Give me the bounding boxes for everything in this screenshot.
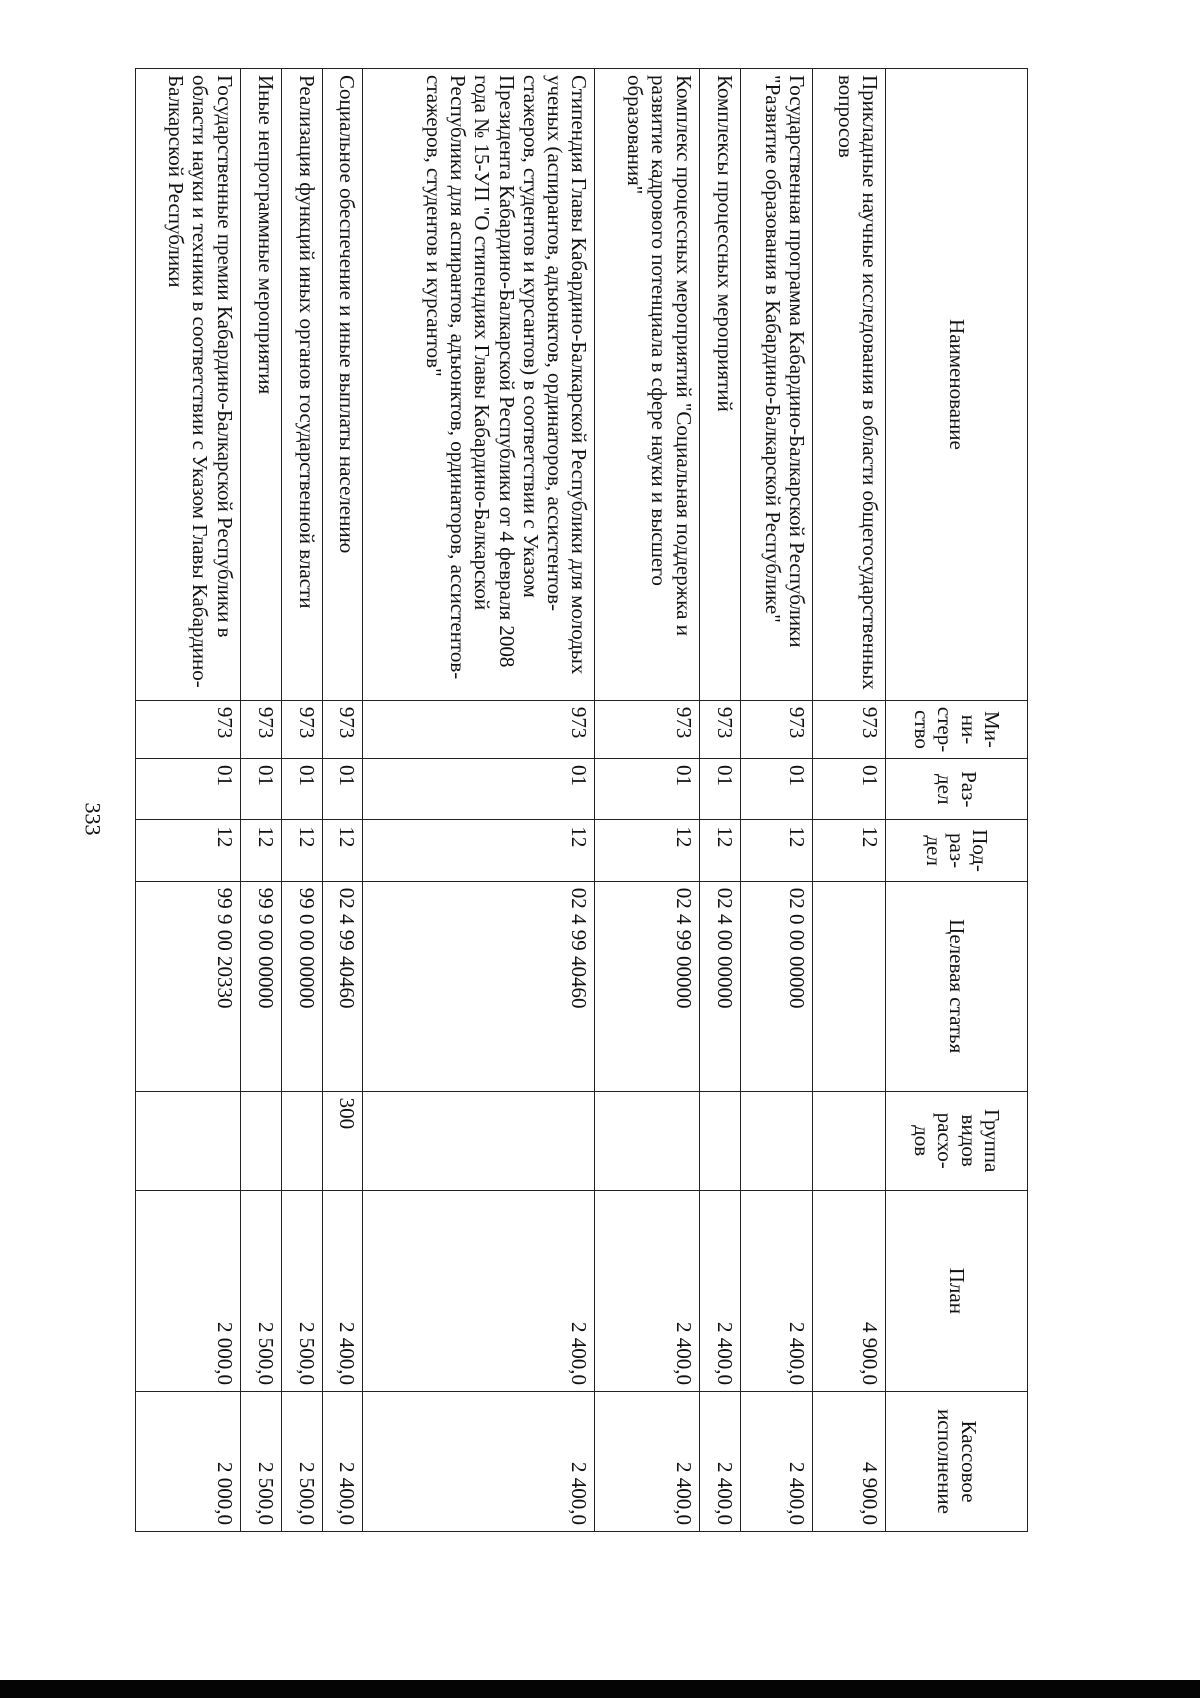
table-row [136,69,241,1532]
table-row [595,69,700,1532]
table-row [740,69,813,1532]
cell-group [240,1091,281,1190]
cell-plan: 2 500,0 [240,1190,281,1391]
cell-ministry: 973 [281,700,322,758]
cell-ministry: 973 [699,700,740,758]
cell-podrazdel: 12 [136,820,241,881]
cell-group [136,1091,241,1190]
cell-group [281,1091,322,1190]
cell-name: Прикладные научные исследования в области общегосударственных вопросов [813,69,886,701]
cell-name: Комплекс процессных мероприятий "Социальная поддержка и развитие кадрового потенциала в сфере науки и высшего образования" [595,69,700,701]
cell-razdel: 01 [740,759,813,820]
cell-razdel: 01 [322,759,363,820]
header-cash: Кассовое исполнение [886,1392,1028,1532]
cell-podrazdel: 12 [363,820,595,881]
cell-ministry: 973 [595,700,700,758]
cell-group [740,1091,813,1190]
cell-ministry: 973 [813,700,886,758]
cell-name: Реализация функций иных органов государственной власти [281,69,322,701]
cell-plan: 2 400,0 [322,1190,363,1391]
header-razdel: Раз-дел [886,759,1028,820]
cell-name: Иные непрограммные мероприятия [240,69,281,701]
cell-ministry: 973 [136,700,241,758]
cell-plan: 2 400,0 [740,1190,813,1391]
cell-razdel: 01 [813,759,886,820]
cell-razdel: 01 [363,759,595,820]
cell-razdel: 01 [281,759,322,820]
cell-cash: 2 000,0 [136,1392,241,1532]
table-row [699,69,740,1532]
header-plan: План [886,1190,1028,1391]
cell-target: 02 4 99 40460 [363,881,595,1091]
header-group: Группа видов расхо-дов [886,1091,1028,1190]
cell-cash: 2 400,0 [740,1392,813,1532]
cell-target: 99 0 00 00000 [281,881,322,1091]
cell-name: Социальное обеспечение и иные выплаты населению [322,69,363,701]
cell-name: Комплексы процессных мероприятий [699,69,740,701]
cell-plan: 4 900,0 [813,1190,886,1391]
page-number [80,789,105,849]
cell-group: 300 [322,1091,363,1190]
cell-cash: 2 500,0 [240,1392,281,1532]
cell-target: 02 4 99 00000 [595,881,700,1091]
cell-plan: 2 400,0 [595,1190,700,1391]
cell-target [813,881,886,1091]
page-number-text: 333 [80,802,105,836]
header-target: Целевая статья [886,881,1028,1091]
cell-podrazdel: 12 [595,820,700,881]
cell-name: Государственные премии Кабардино-Балкарской Республики в области науки и техники в соответствии с Указом Главы Кабардино-Балкарской Республики [136,69,241,701]
header-podrazdel: Под-раз-дел [886,820,1028,881]
cell-cash: 2 400,0 [595,1392,700,1532]
cell-razdel: 01 [136,759,241,820]
cell-podrazdel: 12 [740,820,813,881]
table-header [886,69,1028,1532]
header-ministry: Ми-ни-стер-ство [886,700,1028,758]
cell-group [595,1091,700,1190]
table-row [363,69,595,1532]
cell-podrazdel: 12 [813,820,886,881]
cell-name: Стипендия Главы Кабардино-Балкарской Республики для молодых ученых (аспирантов, адъюнктов, ординаторов, ассистентов-стажеров, студентов и курсантов) в соответствии с Указом Президента Кабардино-Балкарской Республики от 4 февраля 2008 года № 15-УП "О стипендиях Главы Кабардино-Балкарской Республики для аспирантов, адъюнктов, ординаторов, ассистентов-стажеров, студентов и курсантов" [363,69,595,701]
table-row [322,69,363,1532]
table-row [813,69,886,1532]
budget-table-frame [135,68,1028,1532]
cell-podrazdel: 12 [240,820,281,881]
cell-cash: 2 400,0 [363,1392,595,1532]
cell-target: 02 4 99 40460 [322,881,363,1091]
cell-ministry: 973 [240,700,281,758]
cell-target: 02 4 00 00000 [699,881,740,1091]
scan-edge-bar [0,1680,1200,1698]
budget-table [135,68,1028,1532]
cell-cash: 2 400,0 [322,1392,363,1532]
table-row [281,69,322,1532]
cell-razdel: 01 [699,759,740,820]
cell-ministry: 973 [363,700,595,758]
cell-razdel: 01 [240,759,281,820]
cell-podrazdel: 12 [322,820,363,881]
cell-razdel: 01 [595,759,700,820]
cell-group [363,1091,595,1190]
cell-ministry: 973 [740,700,813,758]
cell-cash: 2 500,0 [281,1392,322,1532]
cell-group [813,1091,886,1190]
header-name: Наименование [886,69,1028,701]
cell-podrazdel: 12 [699,820,740,881]
cell-cash: 2 400,0 [699,1392,740,1532]
cell-target: 99 9 00 00000 [240,881,281,1091]
cell-group [699,1091,740,1190]
cell-plan: 2 500,0 [281,1190,322,1391]
cell-ministry: 973 [322,700,363,758]
table-row [240,69,281,1532]
cell-podrazdel: 12 [281,820,322,881]
header-row [886,69,1028,1532]
cell-plan: 2 400,0 [699,1190,740,1391]
cell-target: 02 0 00 00000 [740,881,813,1091]
cell-target: 99 9 00 20330 [136,881,241,1091]
cell-plan: 2 000,0 [136,1190,241,1391]
cell-cash: 4 900,0 [813,1392,886,1532]
cell-plan: 2 400,0 [363,1190,595,1391]
rotated-table-container [135,68,1028,1532]
table-body [136,69,886,1532]
cell-name: Государственная программа Кабардино-Балкарской Республики "Развитие образования в Кабардино-Балкарской Республике" [740,69,813,701]
